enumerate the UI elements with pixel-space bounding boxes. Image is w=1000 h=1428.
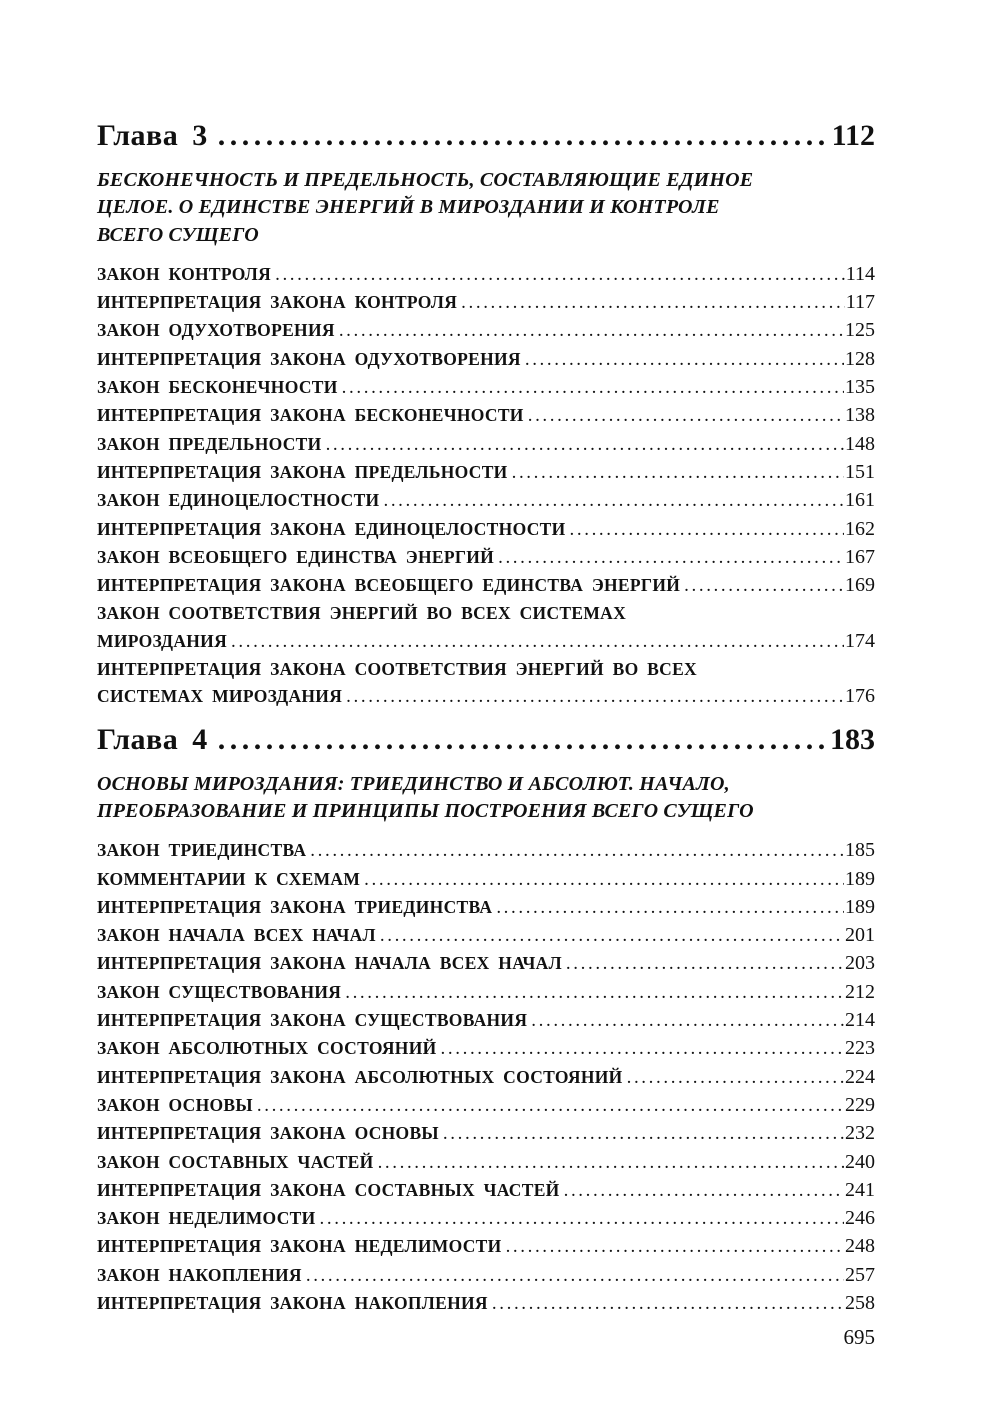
toc-entry-row: [97, 979, 875, 1007]
toc-entry-row: [97, 683, 875, 711]
dot-leader: [306, 1262, 844, 1290]
toc-section: [97, 722, 875, 1319]
dot-leader: [525, 346, 844, 374]
entry-page-number: 117: [845, 291, 875, 314]
dot-leader: [496, 894, 844, 922]
toc-entry-row: [97, 544, 875, 572]
dot-leader: [275, 261, 845, 289]
chapter-heading: [97, 118, 875, 154]
dot-leader: [378, 1149, 844, 1177]
dot-leader: [218, 118, 826, 154]
toc-entry-row: [97, 1092, 875, 1120]
entry-title: ИНТЕРПРЕТАЦИЯ ЗАКОНА НАКОПЛЕНИЯ: [97, 1292, 488, 1313]
dot-leader: [345, 979, 844, 1007]
entry-title: ИНТЕРПРЕТАЦИЯ ЗАКОНА СОСТАВНЫХ ЧАСТЕЙ: [97, 1179, 560, 1200]
toc-entry-row: [97, 431, 875, 459]
chapter-subtitle-line: ОСНОВЫ МИРОЗДАНИЯ: ТРИЕДИНСТВО И АБСОЛЮТ. НАЧАЛО,: [97, 772, 730, 795]
toc-entry-row: [97, 346, 875, 374]
toc-entry-row: [97, 402, 875, 430]
dot-leader: [512, 459, 844, 487]
dot-leader: [627, 1064, 844, 1092]
toc-entry-row: [97, 1205, 875, 1233]
entry-page-number: 148: [845, 432, 875, 455]
entry-page-number: 223: [845, 1037, 875, 1060]
entry-title: ИНТЕРПРЕТАЦИЯ ЗАКОНА АБСОЛЮТНЫХ СОСТОЯНИЙ: [97, 1066, 623, 1087]
toc-entry-row: [97, 459, 875, 487]
entry-title: ЗАКОН СУЩЕСТВОВАНИЯ: [97, 981, 342, 1002]
chapter-subtitle-line: ЦЕЛОЕ. О ЕДИНСТВЕ ЭНЕРГИЙ В МИРОЗДАНИИ И КОНТРОЛЕ: [97, 196, 720, 219]
entry-title: ИНТЕРПРЕТАЦИЯ ЗАКОНА НАЧАЛА ВСЕХ НАЧАЛ: [97, 953, 562, 974]
entry-page-number: 114: [845, 262, 875, 285]
entry-title: ЗАКОН ВСЕОБЩЕГО ЕДИНСТВА ЭНЕРГИЙ: [97, 546, 495, 567]
chapter-subtitle-line: БЕСКОНЕЧНОСТЬ И ПРЕДЕЛЬНОСТЬ, СОСТАВЛЯЮЩИЕ ЕДИНОЕ: [97, 169, 754, 191]
toc-entry-row: [97, 1035, 875, 1063]
toc-entry-row: [97, 1177, 875, 1205]
dot-leader: [320, 1205, 844, 1233]
toc-sections: [97, 118, 875, 1318]
dot-leader: [498, 544, 844, 572]
entry-title: ЗАКОН ПРЕДЕЛЬНОСТИ: [97, 433, 322, 454]
entry-title: ЗАКОН ЕДИНОЦЕЛОСТНОСТИ: [97, 490, 380, 511]
toc-entry-row: [97, 1149, 875, 1177]
entry-page-number: 174: [845, 629, 875, 652]
entry-page-number: 224: [845, 1065, 875, 1088]
dot-leader: [566, 950, 844, 978]
entry-title: ИНТЕРПРЕТАЦИЯ ЗАКОНА ВСЕОБЩЕГО ЕДИНСТВА ЭНЕРГИЙ: [97, 575, 681, 596]
entry-page-number: 248: [845, 1235, 875, 1258]
toc-entry-row: [97, 374, 875, 402]
dot-leader: [339, 317, 844, 345]
entry-page-number: 169: [845, 574, 875, 597]
toc-entry-row: [97, 600, 875, 627]
toc-entry-row: [97, 289, 875, 317]
entry-title: ЗАКОН ТРИЕДИНСТВА: [97, 840, 307, 861]
dot-leader: [570, 516, 844, 544]
toc-entry-row: [97, 572, 875, 600]
chapter-title: Глава 3: [97, 119, 208, 152]
dot-leader: [257, 1092, 844, 1120]
dot-leader: [461, 289, 845, 317]
entry-title: ИНТЕРПРЕТАЦИЯ ЗАКОНА ТРИЕДИНСТВА: [97, 896, 493, 917]
toc-section: [97, 118, 875, 712]
entry-title: ЗАКОН НАЧАЛА ВСЕХ НАЧАЛ: [97, 925, 376, 946]
entry-title: СИСТЕМАХ МИРОЗДАНИЯ: [97, 686, 343, 707]
entry-page-number: 189: [845, 867, 875, 890]
dot-leader: [441, 1035, 844, 1063]
dot-leader: [231, 628, 844, 656]
dot-leader: [531, 1007, 844, 1035]
chapter-subtitle-line: ВСЕГО СУЩЕГО: [97, 223, 259, 246]
entry-title: ЗАКОН СООТВЕТСТВИЯ ЭНЕРГИЙ ВО ВСЕХ СИСТЕМАХ: [97, 603, 627, 624]
entry-page-number: 246: [845, 1207, 875, 1230]
toc-entry-row: [97, 261, 875, 289]
dot-leader: [383, 487, 844, 515]
dot-leader: [506, 1233, 844, 1261]
toc-entry-row: [97, 922, 875, 950]
dot-leader: [564, 1177, 844, 1205]
toc-entry-row: [97, 950, 875, 978]
entry-title: ИНТЕРПРЕТАЦИЯ ЗАКОНА СООТВЕТСТВИЯ ЭНЕРГИЙ ВО ВСЕХ: [97, 659, 697, 680]
entry-title: ЗАКОН НАКОПЛЕНИЯ: [97, 1264, 302, 1285]
chapter-subtitle-line: ПРЕОБРАЗОВАНИЕ И ПРИНЦИПЫ ПОСТРОЕНИЯ ВСЕГО СУЩЕГО: [97, 799, 754, 822]
toc-page: [97, 118, 875, 1318]
dot-leader: [492, 1290, 844, 1318]
entry-page-number: 258: [845, 1291, 875, 1314]
toc-entry-row: [97, 656, 875, 683]
entry-title: ЗАКОН ОСНОВЫ: [97, 1094, 253, 1115]
entry-page-number: 240: [845, 1150, 875, 1173]
toc-entry-row: [97, 1233, 875, 1261]
entry-page-number: 162: [845, 517, 875, 540]
dot-leader: [326, 431, 844, 459]
entry-title: ЗАКОН КОНТРОЛЯ: [97, 263, 272, 284]
entry-title: МИРОЗДАНИЯ: [97, 630, 228, 651]
entry-page-number: 167: [845, 545, 875, 568]
entry-page-number: 201: [845, 924, 875, 947]
toc-entry-row: [97, 628, 875, 656]
entry-title: ИНТЕРПРЕТАЦИЯ ЗАКОНА СУЩЕСТВОВАНИЯ: [97, 1010, 528, 1031]
toc-entry-row: [97, 317, 875, 345]
entry-page-number: 138: [845, 404, 875, 427]
entry-page-number: 203: [845, 952, 875, 975]
entry-page-number: 151: [845, 460, 875, 483]
entry-title: ИНТЕРПРЕТАЦИЯ ЗАКОНА ОДУХОТВОРЕНИЯ: [97, 348, 521, 369]
chapter-heading: [97, 722, 875, 758]
entry-title: ИНТЕРПРЕТАЦИЯ ЗАКОНА БЕСКОНЕЧНОСТИ: [97, 405, 524, 426]
toc-entry-row: [97, 1262, 875, 1290]
dot-leader: [310, 837, 844, 865]
entry-title: ЗАКОН СОСТАВНЫХ ЧАСТЕЙ: [97, 1151, 374, 1172]
entry-title: ЗАКОН АБСОЛЮТНЫХ СОСТОЯНИЙ: [97, 1038, 437, 1059]
entry-page-number: 232: [845, 1122, 875, 1145]
entry-list: [97, 837, 875, 1318]
entry-title: ИНТЕРПРЕТАЦИЯ ЗАКОНА ЕДИНОЦЕЛОСТНОСТИ: [97, 518, 566, 539]
toc-entry-row: [97, 894, 875, 922]
chapter-page-number: 112: [831, 119, 875, 152]
toc-entry-row: [97, 1290, 875, 1318]
entry-page-number: 257: [845, 1263, 875, 1286]
toc-entry-row: [97, 1007, 875, 1035]
chapter-subtitle: [97, 771, 875, 826]
entry-title: ИНТЕРПРЕТАЦИЯ ЗАКОНА ПРЕДЕЛЬНОСТИ: [97, 461, 508, 482]
entry-page-number: 229: [845, 1093, 875, 1116]
toc-entry-row: [97, 1064, 875, 1092]
entry-page-number: 214: [845, 1009, 875, 1032]
entry-title: ИНТЕРПРЕТАЦИЯ ЗАКОНА НЕДЕЛИМОСТИ: [97, 1236, 502, 1257]
entry-page-number: 185: [845, 839, 875, 862]
chapter-page-number: 183: [830, 722, 875, 756]
dot-leader: [380, 922, 844, 950]
toc-entry-row: [97, 837, 875, 865]
entry-page-number: 189: [845, 895, 875, 918]
entry-page-number: 135: [845, 376, 875, 399]
dot-leader: [364, 866, 844, 894]
entry-title: ИНТЕРПРЕТАЦИЯ ЗАКОНА ОСНОВЫ: [97, 1123, 439, 1144]
dot-leader: [684, 572, 844, 600]
dot-leader: [346, 683, 844, 711]
toc-entry-row: [97, 1120, 875, 1148]
entry-title: ЗАКОН ОДУХОТВОРЕНИЯ: [97, 320, 335, 341]
page-number: 695: [843, 1325, 875, 1349]
entry-list: [97, 261, 875, 712]
entry-title: ИНТЕРПРЕТАЦИЯ ЗАКОНА КОНТРОЛЯ: [97, 292, 458, 313]
chapter-title: Глава 4: [97, 722, 208, 756]
entry-title: ЗАКОН БЕСКОНЕЧНОСТИ: [97, 377, 338, 398]
entry-title: КОММЕНТАРИИ К СХЕМАМ: [97, 868, 361, 889]
toc-entry-row: [97, 866, 875, 894]
entry-page-number: 125: [845, 319, 875, 342]
entry-page-number: 128: [845, 347, 875, 370]
dot-leader: [443, 1120, 844, 1148]
dot-leader: [342, 374, 844, 402]
entry-title: ЗАКОН НЕДЕЛИМОСТИ: [97, 1208, 316, 1229]
toc-entry-row: [97, 487, 875, 515]
toc-entry-row: [97, 516, 875, 544]
entry-page-number: 161: [845, 489, 875, 512]
dot-leader: [528, 402, 844, 430]
dot-leader: [218, 722, 824, 758]
chapter-subtitle: [97, 167, 875, 249]
entry-page-number: 212: [845, 980, 875, 1003]
entry-page-number: 176: [845, 685, 875, 708]
entry-page-number: 241: [845, 1178, 875, 1201]
